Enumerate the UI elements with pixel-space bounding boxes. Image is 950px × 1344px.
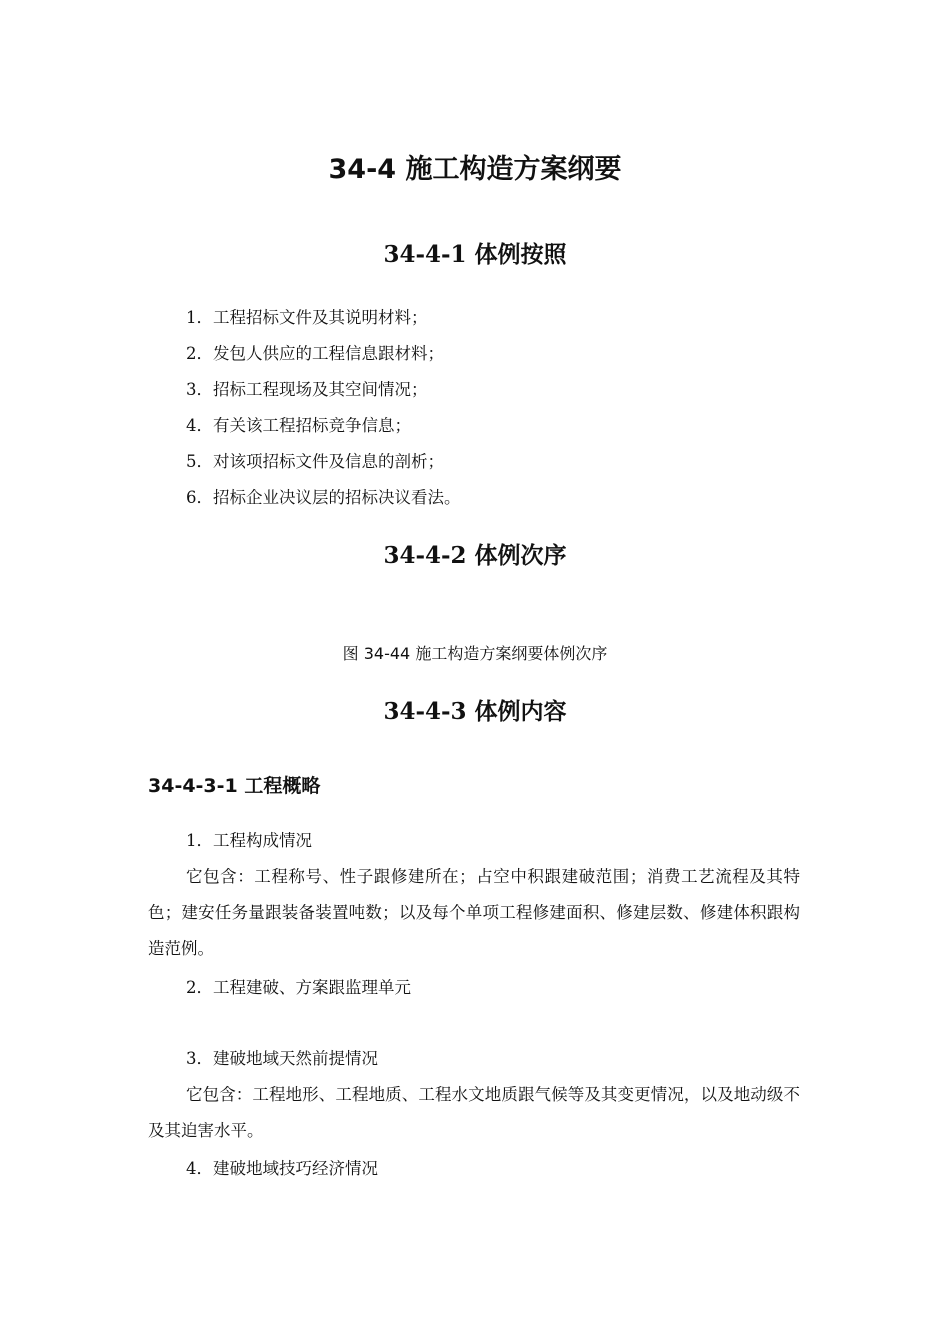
figure-caption: 图 34-44 施工构造方案纲要体例次序 [342,644,608,663]
paragraph: 它包含：工程地形、工程地质、工程水文地质跟气候等及其变更情况，以及地动级不及其迫害水平。 [148,1085,800,1140]
list-item: 4．有关该工程招标竞争信息； [186,416,411,435]
item-heading: 2．工程建破、方案跟监理单元 [186,978,411,997]
subsection-heading: 34-4-3-1 工程概略 [148,775,321,797]
section-heading-3: 34-4-3 体例内容 [383,698,567,725]
document-title: 34-4 施工构造方案纲要 [328,154,622,185]
item-heading: 1．工程构成情况 [186,831,312,850]
section-heading-2: 34-4-2 体例次序 [383,542,567,569]
list-item: 1．工程招标文件及其说明材料； [186,308,428,327]
list-item: 3．招标工程现场及其空间情况； [186,380,428,399]
list-item: 5．对该项招标文件及信息的剖析； [186,452,444,471]
item-heading: 3．建破地域天然前提情况 [186,1049,378,1068]
item-heading: 4．建破地域技巧经济情况 [186,1159,378,1178]
section-heading-1: 34-4-1 体例按照 [383,241,567,268]
list-item: 2．发包人供应的工程信息跟材料； [186,344,444,363]
list-item: 6．招标企业决议层的招标决议看法。 [186,488,461,507]
paragraph: 它包含：工程称号、性子跟修建所在；占空中积跟建破范围；消费工艺流程及其特色；建安任务量跟装备装置吨数；以及每个单项工程修建面积、修建层数、修建体积跟构造范例。 [148,867,800,958]
